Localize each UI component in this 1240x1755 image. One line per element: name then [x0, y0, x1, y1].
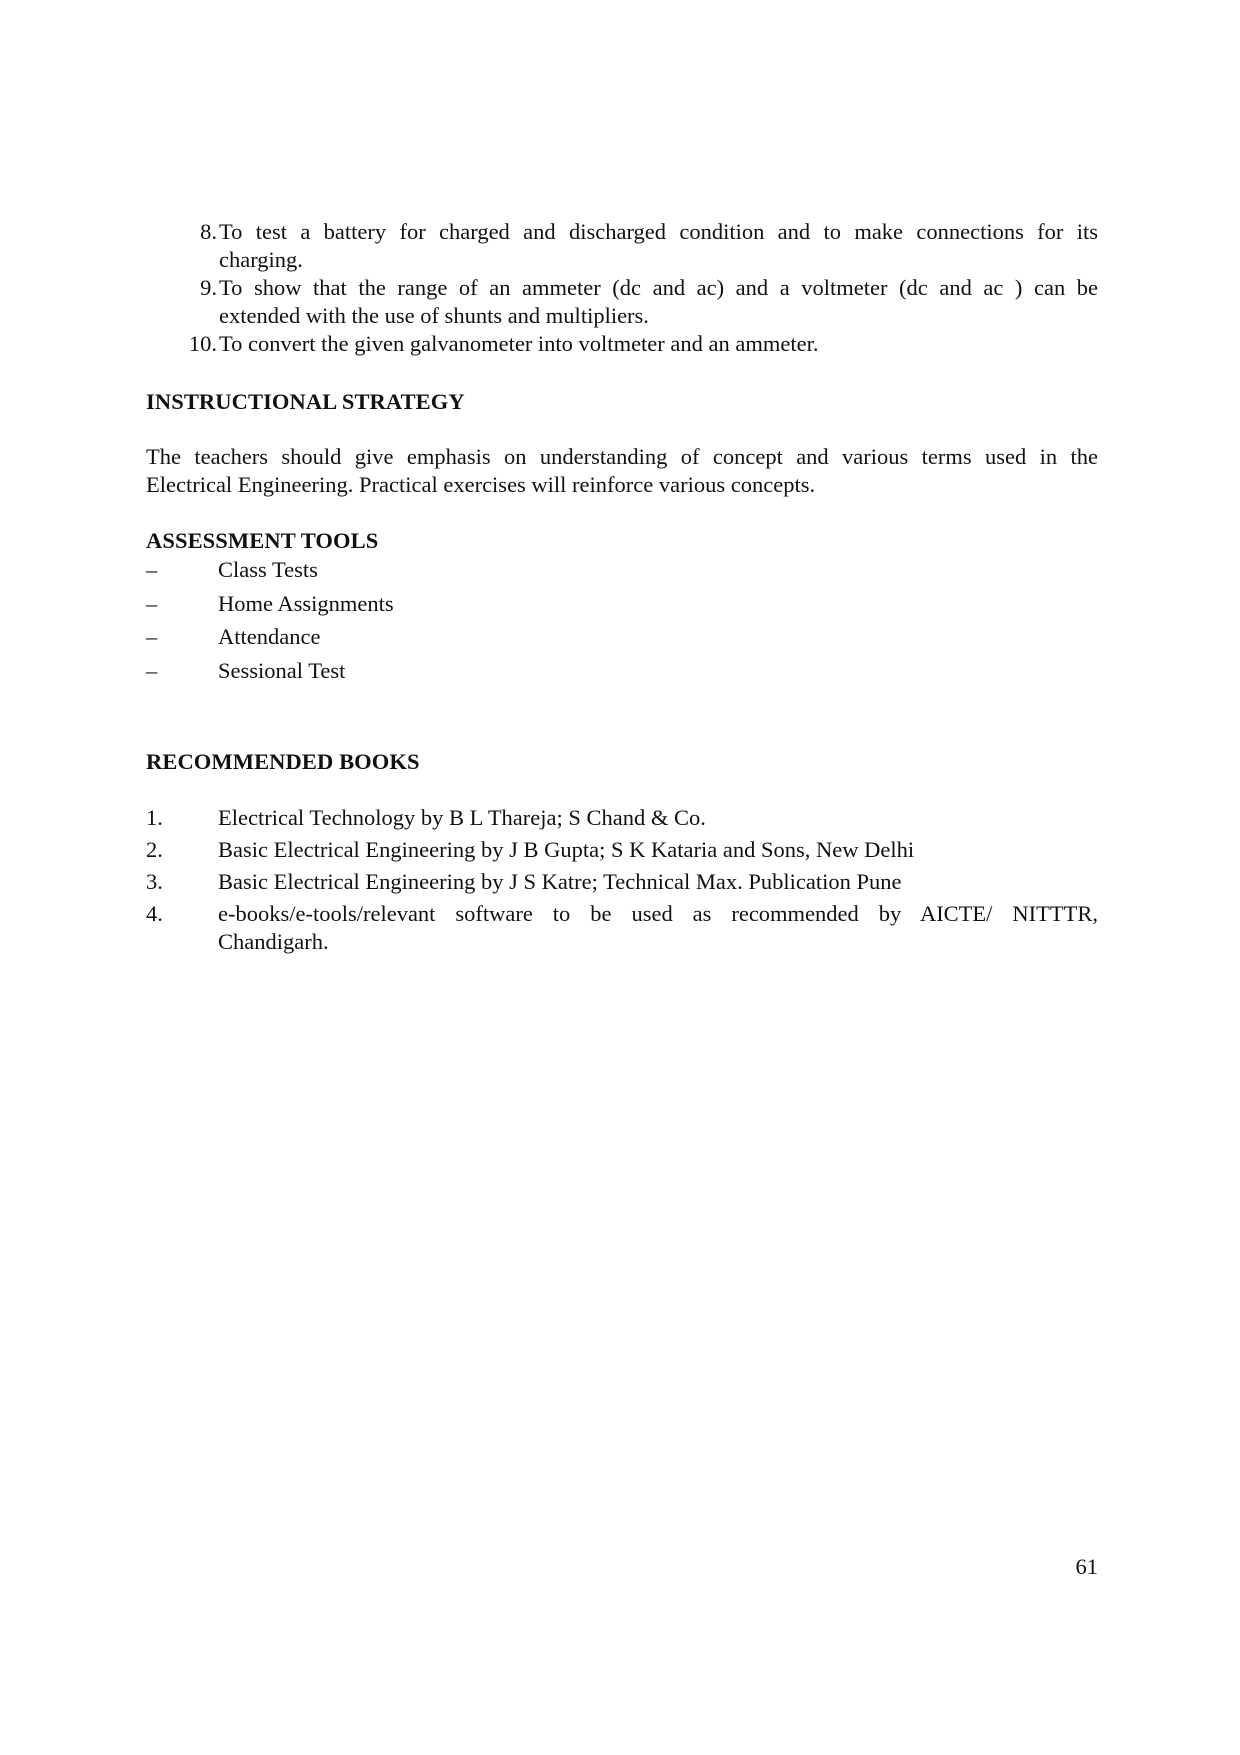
book-title: Electrical Technology by B L Thareja; S Chand & Co.: [218, 805, 706, 830]
instructional-strategy-heading: INSTRUCTIONAL STRATEGY: [146, 389, 465, 414]
list-item: [146, 657, 1098, 687]
list-item-text: charging.: [219, 247, 303, 272]
list-item-text: To test a battery for charged and discharged condition and to make connections for its: [219, 219, 1098, 244]
page-number: 61: [1075, 1554, 1098, 1579]
list-item-text: extended with the use of shunts and multipliers.: [219, 303, 649, 328]
dash-bullet: –: [146, 591, 158, 616]
assessment-tools-heading: ASSESSMENT TOOLS: [146, 528, 379, 553]
list-item: [146, 590, 1098, 620]
list-item-number: 3.: [146, 869, 163, 894]
list-item-number: 8.: [200, 219, 217, 244]
assessment-item: Sessional Test: [218, 658, 346, 683]
list-item: [146, 556, 1098, 586]
list-item-number: 4.: [146, 901, 163, 926]
assessment-item: Class Tests: [218, 557, 318, 582]
paragraph-line: Electrical Engineering. Practical exercises will reinforce various concepts.: [146, 472, 816, 497]
dash-bullet: –: [146, 658, 158, 683]
list-item-number: 2.: [146, 837, 163, 862]
book-title: Basic Electrical Engineering by J S Katre; Technical Max. Publication Pune: [218, 869, 902, 894]
instructional-strategy-paragraph: [146, 443, 1098, 499]
recommended-books-heading: RECOMMENDED BOOKS: [146, 749, 420, 774]
list-item-text: To convert the given galvanometer into voltmeter and an ammeter.: [219, 331, 819, 356]
dash-bullet: –: [146, 557, 158, 582]
list-item-number: 9.: [200, 275, 217, 300]
list-item-number: 1.: [146, 805, 163, 830]
book-title: e-books/e-tools/relevant software to be used as recommended by AICTE/ NITTTR,: [218, 901, 1098, 926]
book-title: Chandigarh.: [218, 929, 329, 954]
paragraph-line: The teachers should give emphasis on understanding of concept and various terms used in the: [146, 444, 1098, 469]
assessment-item: Home Assignments: [218, 591, 394, 616]
list-item-text: To show that the range of an ammeter (dc and ac) and a voltmeter (dc and ac ) can be: [219, 275, 1098, 300]
dash-bullet: –: [146, 624, 158, 649]
list-item-number: 10.: [188, 331, 217, 356]
list-item: [146, 623, 1098, 653]
book-title: Basic Electrical Engineering by J B Gupta; S K Kataria and Sons, New Delhi: [218, 837, 915, 862]
assessment-item: Attendance: [218, 624, 321, 649]
